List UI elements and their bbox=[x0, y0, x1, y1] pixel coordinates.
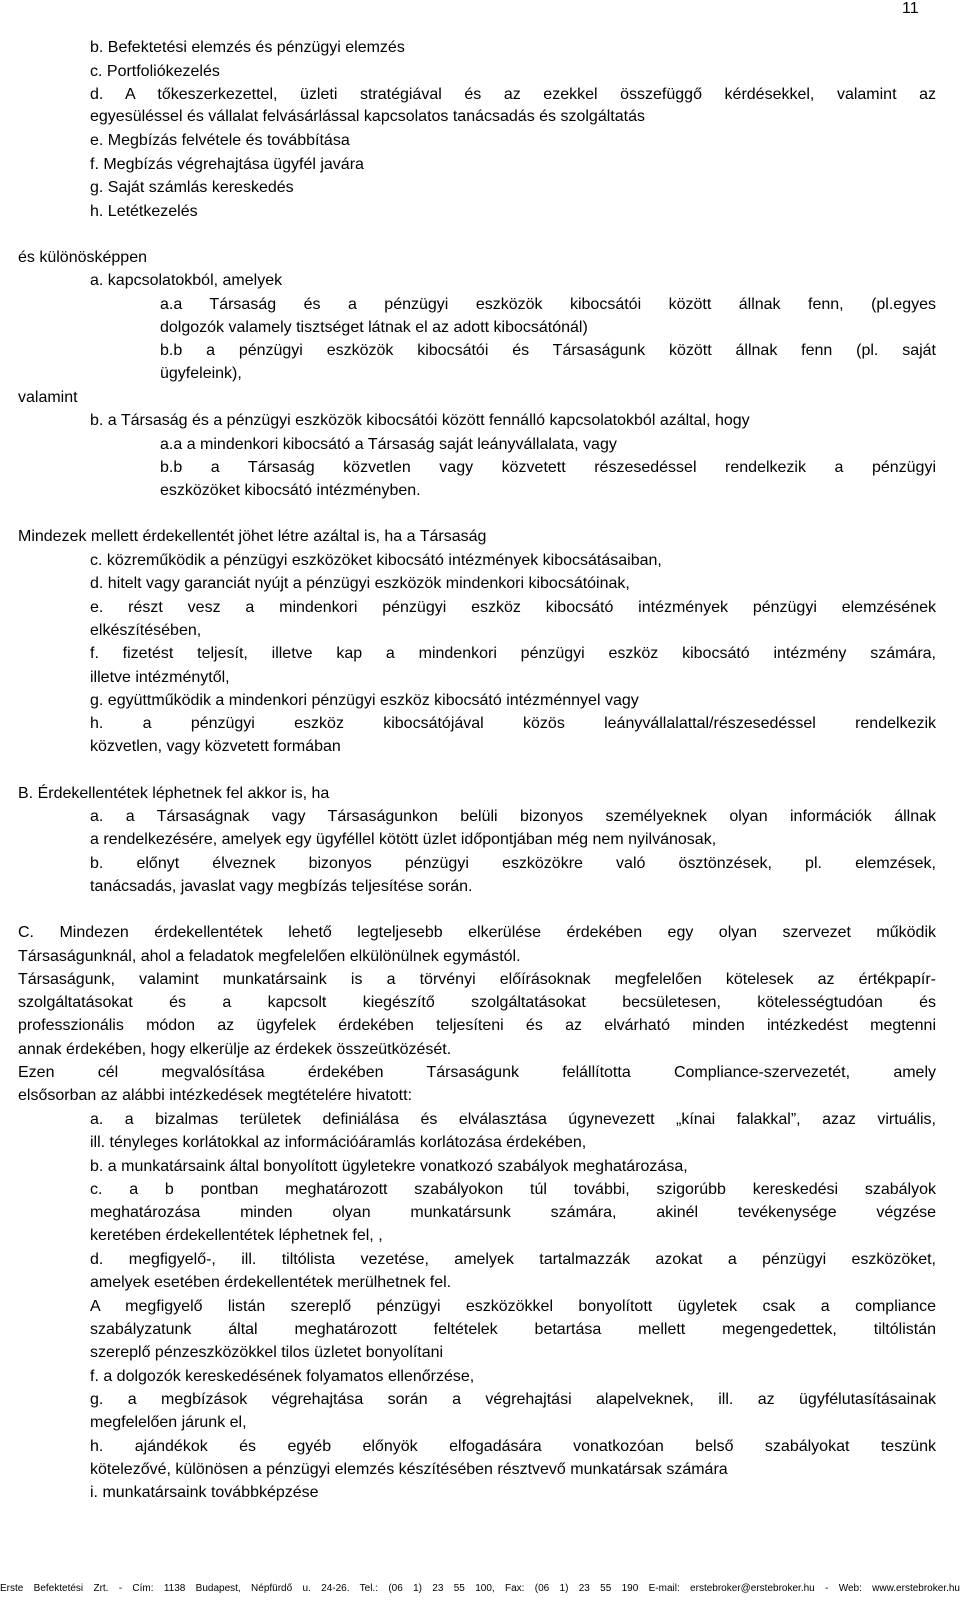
page-footer: Erste Befektetési Zrt. - Cím: 1138 Budapest, Népfürdő u. 24-26. Tel.: (06 1) 23 55 100, Fax: (06 1) 23 55 190 E-mail: erstebroker@erstebroker.hu - Web: www.erstebroker.hu bbox=[0, 1583, 960, 1594]
section-c-f: f. a dolgozók kereskedésének folyamatos ellenőrzése, bbox=[90, 1368, 475, 1385]
section-c-c-line3: keretében érdekellentétek léphetnek fel, , bbox=[90, 1227, 383, 1244]
section-c-c-line1: c. a b pontban meghatározott szabályokon túl további, szigorúbb kereskedési szabályok bbox=[90, 1181, 936, 1198]
section-c-c-line2: meghatározása minden olyan munkatársunk számára, akinél tevékenysége végzése bbox=[90, 1204, 936, 1221]
list-item-e: e. Megbízás felvétele és továbbítása bbox=[90, 132, 350, 149]
conflict-item-h-line2: közvetlen, vagy közvetett formában bbox=[90, 738, 341, 755]
page-number: 11 bbox=[902, 0, 919, 17]
valamint-label: valamint bbox=[18, 389, 78, 406]
section-c-g-line1: g. a megbízások végrehajtása során a végrehajtási alapelveknek, ill. az ügyfélutasításainak bbox=[90, 1391, 936, 1408]
section-b-b-line1: b. előnyt élveznek bizonyos pénzügyi eszközökre való ösztönzések, pl. elemzések, bbox=[90, 855, 936, 872]
especially-bb-line2: eszközöket kibocsátó intézményben. bbox=[160, 482, 421, 499]
conflict-item-e-line2: elkészítésében, bbox=[90, 622, 202, 639]
section-c-p3-line1: Ezen cél megvalósítása érdekében Társaságunk felállította Compliance-szervezetét, amely bbox=[18, 1064, 936, 1081]
conflict-item-c: c. közreműködik a pénzügyi eszközöket kibocsátó intézmények kibocsátásaiban, bbox=[90, 552, 662, 569]
section-b-b-line2: tanácsadás, javaslat vagy megbízás teljesítése során. bbox=[90, 878, 473, 895]
list-item-d-line2: egyesüléssel és vállalat felvásárlással kapcsolatos tanácsadás és szolgáltatás bbox=[90, 108, 645, 125]
section-b-a-line2: a rendelkezésére, amelyek egy ügyféllel kötött üzlet időpontjában még nem nyilvánosak, bbox=[90, 831, 717, 848]
conflict-item-d: d. hitelt vagy garanciát nyújt a pénzügyi eszközök mindenkori kibocsátóinak, bbox=[90, 575, 630, 592]
especially-ab-line1: b.b a pénzügyi eszközök kibocsátói és Társaságunk között állnak fenn (pl. saját bbox=[160, 342, 936, 359]
conflict-item-h-line1: h. a pénzügyi eszköz kibocsátójával közös leányvállalattal/részesedéssel rendelkezik bbox=[90, 715, 936, 732]
section-c-note-line2: szabályzatunk által meghatározott feltételek betartása mellett megengedettek, tiltólistán bbox=[90, 1321, 936, 1338]
section-c-p2-line4: annak érdekében, hogy elkerülje az érdekek összeütközését. bbox=[18, 1041, 452, 1058]
section-c-p1-line2: Társaságunknál, ahol a feladatok megfelelően elkülönülnek egymástól. bbox=[18, 948, 521, 965]
section-c-p2-line1: Társaságunk, valamint munkatársaink is a törvényi előírásoknak megfelelően kötelesek az értékpapír- bbox=[18, 971, 936, 988]
list-item-c: c. Portfoliókezelés bbox=[90, 63, 220, 80]
section-c-a-line1: a. a bizalmas területek definiálása és elválasztása úgynevezett „kínai falakkal”, azaz virtuális, bbox=[90, 1111, 936, 1128]
section-c-note-line1: A megfigyelő listán szereplő pénzügyi eszközökkel bonyolított ügyletek csak a compliance bbox=[90, 1298, 936, 1315]
section-c-p2-line2: szolgáltatásokat és a kapcsolt kiegészítő szolgáltatásokat becsületesen, kötelességtudóan és bbox=[18, 994, 936, 1011]
conflict-item-f-line2: illetve intézménytől, bbox=[90, 669, 230, 686]
especially-bb-line1: b.b a Társaság közvetlen vagy közvetett részesedéssel rendelkezik a pénzügyi bbox=[160, 459, 936, 476]
section-c-p2-line3: professzionális módon az ügyfelek érdekében teljesíteni és az elvárható minden intézkedést megtenni bbox=[18, 1017, 936, 1034]
section-c-d-line1: d. megfigyelő-, ill. tiltólista vezetése, amelyek tartalmazzák azokat a pénzügyi eszközöket, bbox=[90, 1251, 936, 1268]
section-c-g-line2: megfelelően járunk el, bbox=[90, 1414, 247, 1431]
especially-aa-line1: a.a Társaság és a pénzügyi eszközök kibocsátói között állnak fenn, (pl.egyes bbox=[160, 296, 936, 313]
conflict-item-f-line1: f. fizetést teljesít, illetve kap a mindenkori pénzügyi eszköz kibocsátó intézmény számára, bbox=[90, 645, 936, 662]
section-b-heading: B. Érdekellentétek léphetnek fel akkor is, ha bbox=[18, 785, 330, 802]
especially-aa-line2: dolgozók valamely tisztséget látnak el az adott kibocsátónál) bbox=[160, 319, 588, 336]
section-c-p1-line1: C. Mindezen érdekellentétek lehető legteljesebb elkerülése érdekében egy olyan szervezet működik bbox=[18, 924, 936, 941]
especially-a-heading: a. kapcsolatokból, amelyek bbox=[90, 272, 283, 289]
section-c-p3-line2: elsősorban az alábbi intézkedések megtételére hivatott: bbox=[18, 1087, 413, 1104]
conflict-item-e-line1: e. részt vesz a mindenkori pénzügyi eszköz kibocsátó intézmények pénzügyi elemzésének bbox=[90, 599, 936, 616]
list-item-h: h. Letétkezelés bbox=[90, 203, 198, 220]
list-item-d-line1: d. A tőkeszerkezettel, üzleti stratégiával és az ezekkel összefüggő kérdésekkel, valamint az bbox=[90, 86, 936, 103]
conflict-intro: Mindezek mellett érdekellentét jöhet létre azáltal is, ha a Társaság bbox=[18, 528, 487, 545]
section-c-note-line3: szereplő pénzeszközökkel tilos üzletet bonyolítani bbox=[90, 1344, 444, 1361]
especially-intro: és különösképpen bbox=[18, 249, 147, 266]
section-c-a-line2: ill. tényleges korlátokkal az információáramlás korlátozása érdekében, bbox=[90, 1134, 587, 1151]
especially-b-heading: b. a Társaság és a pénzügyi eszközök kibocsátói között fennálló kapcsolatokból azáltal, hogy bbox=[90, 412, 750, 429]
list-item-b: b. Befektetési elemzés és pénzügyi elemzés bbox=[90, 39, 405, 56]
section-c-b: b. a munkatársaink által bonyolított ügyletekre vonatkozó szabályok meghatározása, bbox=[90, 1158, 688, 1175]
especially-ba: a.a a mindenkori kibocsátó a Társaság saját leányvállalata, vagy bbox=[160, 436, 617, 453]
section-b-a-line1: a. a Társaságnak vagy Társaságunkon belüli bizonyos személyeknek olyan információk állnak bbox=[90, 808, 936, 825]
section-c-h-line1: h. ajándékok és egyéb előnyök elfogadására vonatkozóan belső szabályokat teszünk bbox=[90, 1438, 936, 1455]
section-c-d-line2: amelyek esetében érdekellentétek merülhetnek fel. bbox=[90, 1274, 452, 1291]
especially-ab-line2: ügyfeleink), bbox=[160, 365, 242, 382]
list-item-f: f. Megbízás végrehajtása ügyfél javára bbox=[90, 156, 364, 173]
section-c-h-line2: kötelezővé, különösen a pénzügyi elemzés készítésében résztvevő munkatársak számára bbox=[90, 1461, 728, 1478]
conflict-item-g: g. együttműködik a mindenkori pénzügyi eszköz kibocsátó intézménnyel vagy bbox=[90, 692, 639, 709]
list-item-g: g. Saját számlás kereskedés bbox=[90, 179, 294, 196]
section-c-i: i. munkatársaink továbbképzése bbox=[90, 1484, 319, 1501]
